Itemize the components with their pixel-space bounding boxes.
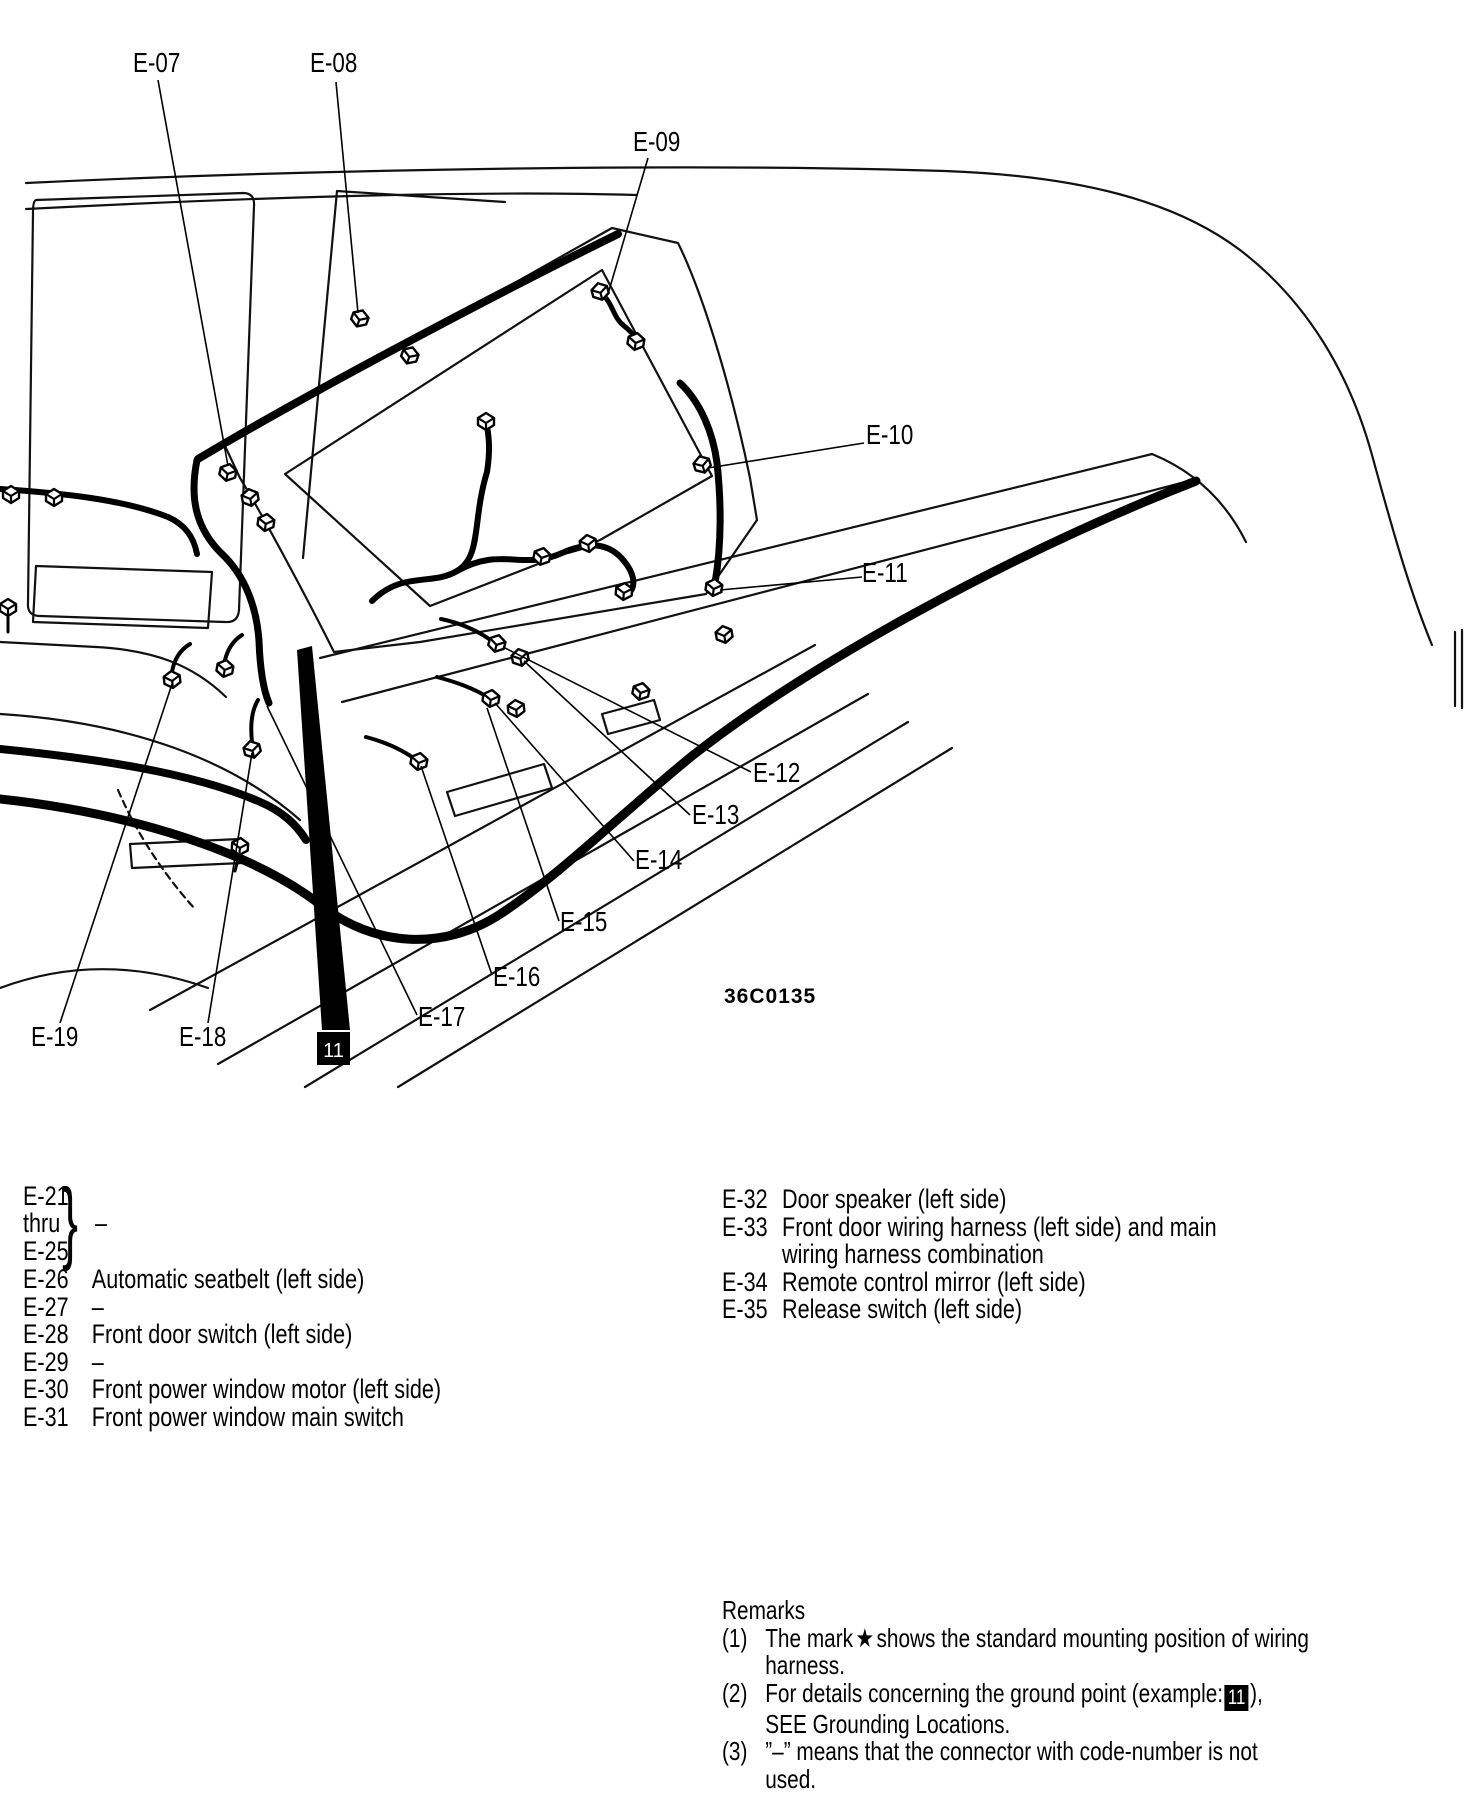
remarks-section xyxy=(722,1597,1482,1793)
connector-icon xyxy=(349,308,370,329)
legend-item xyxy=(722,1186,1410,1214)
legend-desc: Front door switch (left side) xyxy=(91,1319,353,1350)
remarks-title: Remarks xyxy=(722,1595,806,1625)
legend-item xyxy=(23,1321,663,1349)
remark-text-part: used. xyxy=(765,1763,817,1794)
connector-label-e08: E-08 xyxy=(310,47,358,78)
legend-desc: Door speaker (left side) xyxy=(782,1184,1007,1214)
sill-cutout xyxy=(602,700,660,734)
bumper-edge xyxy=(1152,454,1246,542)
connector-label-e12: E-12 xyxy=(753,757,801,788)
figure-code: 36C0135 xyxy=(724,985,817,1008)
connector-icon xyxy=(257,513,275,532)
remark-text-part: The mark xyxy=(765,1622,854,1653)
sill-cutout xyxy=(447,764,552,816)
legend-code: E-28 xyxy=(23,1319,69,1350)
legend-item xyxy=(23,1401,663,1432)
legend-item xyxy=(722,1266,1410,1297)
remark-text-part: ”–” means that the connector with code-number is not xyxy=(765,1736,1258,1766)
ground-point-badge: 11 xyxy=(1225,1685,1249,1711)
ground-point-number: 11 xyxy=(323,1040,344,1062)
connector-label-e17: E-17 xyxy=(418,1001,466,1032)
legend-group-last: E-25 xyxy=(23,1235,69,1266)
leader-lines xyxy=(60,80,864,1023)
legend-item xyxy=(23,1266,663,1294)
remark-number: (2) xyxy=(722,1677,748,1708)
remark-number: (3) xyxy=(722,1736,748,1766)
connector-icon xyxy=(46,489,62,506)
legend-left-column xyxy=(23,1266,663,1432)
connector-label-e11: E-11 xyxy=(862,557,908,588)
remark-text-part: shows the standard mounting position of wiring xyxy=(876,1622,1309,1653)
second-window-edge xyxy=(303,191,505,558)
connector-label-e07: E-07 xyxy=(133,47,181,78)
connector-icon xyxy=(410,752,429,772)
connector-label-e16: E-16 xyxy=(493,961,541,992)
connector-icon xyxy=(487,633,507,653)
remark-text xyxy=(765,1738,1413,1793)
remark-item xyxy=(722,1677,1482,1739)
connector-label-e13: E-13 xyxy=(692,799,740,830)
legend-desc: – xyxy=(91,1346,104,1377)
connector-icon xyxy=(579,534,597,553)
legend-desc: Release switch (left side) xyxy=(782,1294,1023,1325)
connector-icon xyxy=(3,486,19,503)
ground-point-box xyxy=(317,1032,350,1065)
connector-label-e15: E-15 xyxy=(560,906,608,937)
legend-desc: Front power window main switch xyxy=(91,1401,404,1432)
legend-group-desc: – xyxy=(95,1208,108,1238)
legend-desc: Front door wiring harness (left side) and main wiring harness combination xyxy=(782,1211,1217,1270)
legend-group-brace: } xyxy=(62,1170,79,1272)
connector-icon xyxy=(478,413,494,430)
remark-number: (1) xyxy=(722,1622,748,1653)
body-edge-ticks xyxy=(1455,630,1462,708)
remark-item xyxy=(722,1738,1482,1793)
connector-icon xyxy=(715,625,734,645)
connector-icon xyxy=(532,547,551,567)
remark-text xyxy=(765,1677,1413,1739)
connector-icon xyxy=(0,599,16,616)
connector-icon xyxy=(507,699,525,718)
connector-icon xyxy=(627,332,646,352)
remark-text-part: SEE Grounding Locations. xyxy=(765,1708,1011,1739)
remark-text-part: For details concerning the ground point (example: xyxy=(765,1677,1224,1708)
connector-label-e10: E-10 xyxy=(866,419,914,450)
connector-label-e14: E-14 xyxy=(635,844,683,875)
connector-label-e19: E-19 xyxy=(31,1021,79,1052)
remark-text-part: ), xyxy=(1250,1677,1263,1708)
legend-item xyxy=(722,1296,1410,1324)
wiring-harness xyxy=(0,234,1196,939)
left-window xyxy=(28,193,254,622)
sill-line xyxy=(305,722,908,1087)
left-body-line xyxy=(0,642,226,697)
legend-desc: Front power window motor (left side) xyxy=(91,1374,442,1405)
connector-label-e18: E-18 xyxy=(179,1021,227,1052)
remark-item xyxy=(722,1622,1482,1680)
legend-code: E-31 xyxy=(23,1401,69,1432)
drip-rail xyxy=(26,194,636,209)
hatch-window-frame xyxy=(285,270,712,606)
legend-desc: Automatic seatbelt (left side) xyxy=(91,1264,365,1294)
legend-right-column xyxy=(722,1186,1410,1324)
star-icon: ★ xyxy=(855,1622,875,1653)
legend-group-first: E-21 xyxy=(23,1181,69,1211)
legend-code: E-32 xyxy=(722,1184,768,1214)
legend-code: E-33 xyxy=(722,1211,768,1242)
legend-desc: Remote control mirror (left side) xyxy=(782,1266,1086,1297)
connector-label-e09: E-09 xyxy=(633,126,681,157)
legend-item xyxy=(23,1376,663,1404)
legend-item xyxy=(23,1346,663,1377)
legend-code: E-35 xyxy=(722,1294,768,1325)
legend-group-middle: thru xyxy=(23,1208,61,1239)
connector-icon xyxy=(705,578,723,597)
legend-code: E-27 xyxy=(23,1291,69,1322)
legend-code: E-34 xyxy=(722,1266,768,1297)
legend-item xyxy=(722,1211,1410,1270)
legend-code: E-26 xyxy=(23,1264,69,1294)
legend-code: E-29 xyxy=(23,1346,69,1377)
remark-text xyxy=(765,1622,1413,1680)
legend-item xyxy=(23,1291,663,1322)
lower-left-line xyxy=(0,969,208,988)
legend-desc: – xyxy=(91,1291,104,1322)
sill-line xyxy=(398,748,952,1087)
connector-icon xyxy=(631,682,650,702)
connector-icon xyxy=(216,659,235,679)
legend-code: E-30 xyxy=(23,1374,69,1405)
remark-text-part: harness. xyxy=(765,1650,845,1680)
